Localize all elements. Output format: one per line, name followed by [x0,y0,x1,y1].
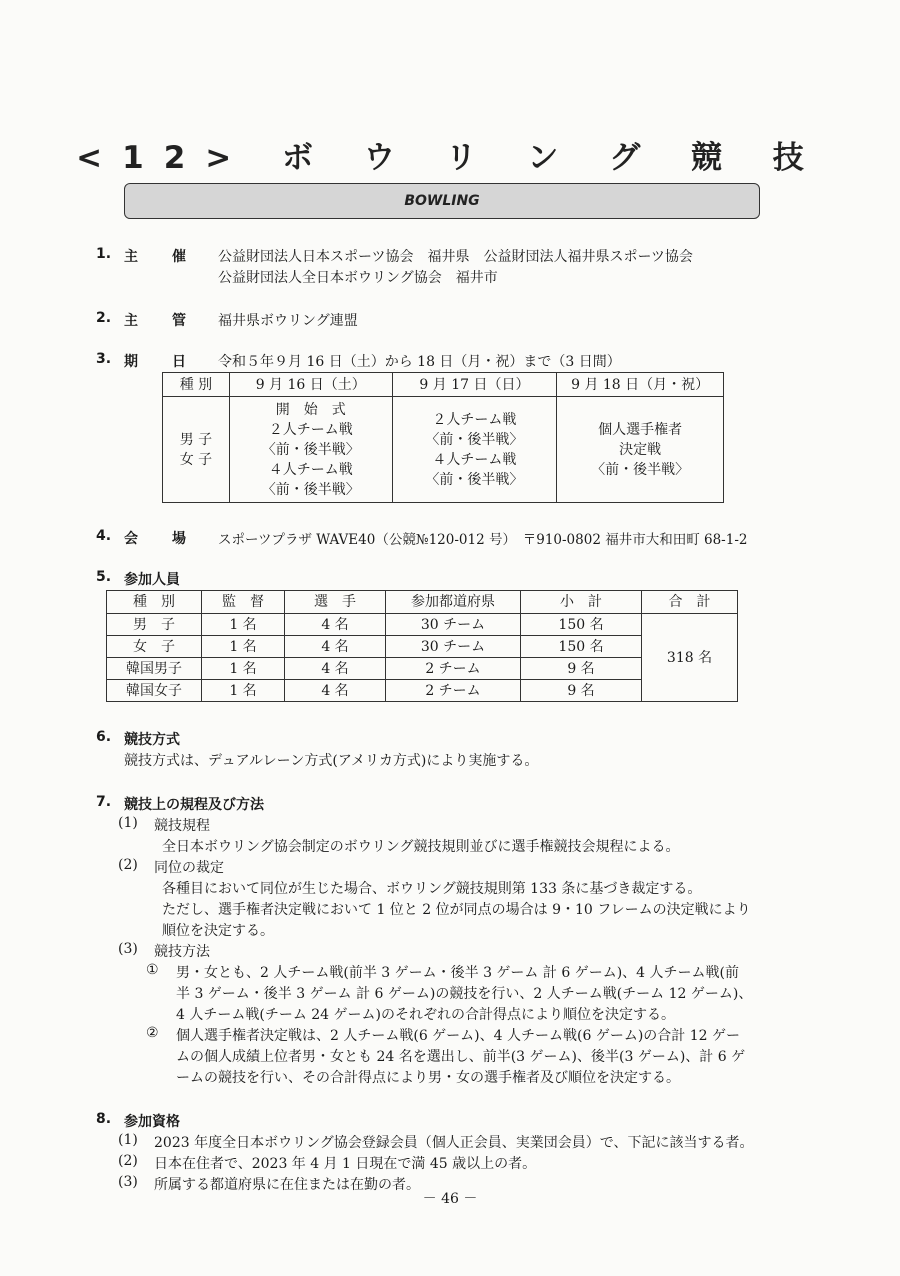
schedule-day1-cell [229,397,392,503]
section-2-text: 福井県ボウリング連盟 [218,313,358,329]
section-7-item-2-line: 順位を決定する。 [162,923,274,939]
table-cell: 1 名 [202,658,285,680]
section-7-number: 7. [96,794,112,810]
schedule-day3-cell [557,397,724,503]
section-4-number: 4. [96,528,112,544]
schedule-header-day3: 9 月 18 日（月・祝） [557,373,724,397]
section-8-item-number: (1) [118,1132,138,1148]
table-cell: 4 名 [285,614,386,636]
section-8-item-number: (2) [118,1153,138,1169]
table-cell: 1 名 [202,680,285,702]
schedule-category-male: 男 子 [179,431,213,448]
table-cell: 9 名 [521,680,642,702]
section-5-label: 参加人員 [124,572,180,588]
section-7-sub-1-line: 半 3 ゲーム・後半 3 ゲーム 計 6 ゲーム)の競技を行い、2 人チーム戦(チーム 12 ゲーム)、 [176,986,753,1002]
schedule-category-cell [163,397,230,503]
section-7-sub-2-line: ムの個人成績上位者男・女とも 24 名を選出し、前半(3 ゲーム)、後半(3 ゲーム)、計 6 ゲ [176,1049,746,1065]
table-cell: 女 子 [107,636,202,658]
schedule-day1-line: 〈前・後半戦〉 [261,481,360,498]
section-2-number: 2. [96,310,112,326]
section-4-label-b: 場 [172,531,186,547]
section-1-label-a: 主 [124,249,138,265]
section-7-item-2-line: ただし、選手権者決定戦において 1 位と 2 位が同点の場合は 9・10 フレームの決定戦により [162,902,751,918]
section-7-item-3-number: (3) [118,941,138,957]
schedule-day2-cell [392,397,557,503]
participants-header: 監 督 [202,591,285,614]
section-4-label-a: 会 [124,531,138,547]
table-cell: 30 チーム [386,636,521,658]
section-7-sub-1-line: 4 人チーム戦(チーム 24 ゲーム)のそれぞれの合計得点により順位を決定する。 [176,1007,675,1023]
table-cell: 9 名 [521,658,642,680]
section-7-item-1-text: 全日本ボウリング協会制定のボウリング競技規則並びに選手権競技会規程による。 [162,839,680,855]
schedule-day1-line: ２人チーム戦 [268,421,353,438]
section-4-label [124,528,186,548]
schedule-day3-line: 〈前・後半戦〉 [591,461,690,478]
section-3-label-b: 日 [172,354,186,370]
page-number: － 46 － [422,1191,478,1207]
participants-header: 参加都道府県 [386,591,521,614]
section-4-text: スポーツプラザ WAVE40（公競№120-012 号） 〒910-0802 福井市大和田町 68-1-2 [218,532,748,548]
table-cell: 韓国女子 [107,680,202,702]
section-1-number: 1. [96,246,112,262]
section-2-label-b: 管 [172,313,186,329]
section-7-label: 競技上の規程及び方法 [124,797,264,813]
section-1-line-1: 公益財団法人日本スポーツ協会 福井県 公益財団法人福井県スポーツ協会 [218,249,693,265]
section-2-label-a: 主 [124,313,138,329]
schedule-day2-line: ２人チーム戦 [432,411,517,428]
table-cell: 2 チーム [386,658,521,680]
schedule-day2-line: 〈前・後半戦〉 [425,471,524,488]
page-title: <12> ボ ウ リ ン グ 競 技 [76,140,824,176]
section-1-line-2: 公益財団法人全日本ボウリング協会 福井市 [218,270,498,286]
section-7-item-3-title: 競技方法 [154,944,210,960]
table-cell: 2 チーム [386,680,521,702]
section-8-item-text: 2023 年度全日本ボウリング協会登録会員（個人正会員、実業団会員）で、下記に該当する者。 [154,1135,754,1151]
section-7-item-1-title: 競技規程 [154,818,210,834]
section-5-number: 5. [96,569,112,585]
section-3-label-a: 期 [124,354,138,370]
table-cell: 韓国男子 [107,658,202,680]
participants-total: 318 名 [642,614,738,702]
schedule-table [162,372,724,503]
section-3-text: 令和５年９月 16 日（土）から 18 日（月・祝）まで（3 日間） [218,354,621,370]
schedule-day1-line: 開 始 式 [275,401,346,418]
schedule-category-female: 女 子 [179,451,213,468]
table-cell: 150 名 [521,636,642,658]
section-3-label [124,351,186,371]
section-1-label [124,246,186,266]
section-7-sub-2-mark: ② [146,1025,159,1041]
section-8-label: 参加資格 [124,1114,180,1130]
table-cell: 30 チーム [386,614,521,636]
section-7-sub-1-line: 男・女とも、2 人チーム戦(前半 3 ゲーム・後半 3 ゲーム 計 6 ゲーム)、4 人チーム戦(前 [176,965,739,981]
section-6-number: 6. [96,729,112,745]
table-cell: 4 名 [285,636,386,658]
schedule-header-row [163,373,724,397]
participants-header: 合 計 [642,591,738,614]
table-cell: 1 名 [202,636,285,658]
participants-header-row [107,591,738,614]
participants-header: 選 手 [285,591,386,614]
section-6-text: 競技方式は、デュアルレーン方式(アメリカ方式)により実施する。 [124,753,539,769]
section-8-number: 8. [96,1111,112,1127]
section-7-sub-1-mark: ① [146,962,159,978]
table-cell: 4 名 [285,680,386,702]
section-3-number: 3. [96,351,112,367]
section-2-label [124,310,186,330]
table-cell: 男 子 [107,614,202,636]
schedule-day2-line: ４人チーム戦 [432,451,517,468]
schedule-day2-line: 〈前・後半戦〉 [425,431,524,448]
schedule-header-day1: 9 月 16 日（土） [229,373,392,397]
section-7-sub-2-line: ームの競技を行い、その合計得点により男・女の選手権者及び順位を決定する。 [176,1070,680,1086]
section-1-label-b: 催 [172,249,186,265]
schedule-header-category: 種 別 [163,373,230,397]
table-cell: 4 名 [285,658,386,680]
schedule-day3-line: 個人選手権者 [598,421,683,438]
schedule-body-row [163,397,724,503]
schedule-header-day2: 9 月 17 日（日） [392,373,557,397]
section-7-item-2-line: 各種目において同位が生じた場合、ボウリング競技規則第 133 条に基づき裁定する。 [162,881,702,897]
section-8-item-number: (3) [118,1174,138,1190]
participants-table [106,590,738,702]
section-7-sub-2-line: 個人選手権者決定戦は、2 人チーム戦(6 ゲーム)、4 人チーム戦(6 ゲーム)の合計 12 ゲー [176,1028,740,1044]
section-6-label: 競技方式 [124,732,180,748]
section-7-item-2-title: 同位の裁定 [154,860,224,876]
table-row [107,614,738,636]
participants-header: 小 計 [521,591,642,614]
subtitle-banner: BOWLING [124,183,760,219]
section-8-item-text: 所属する都道府県に在住または在勤の者。 [154,1177,420,1193]
table-cell: 1 名 [202,614,285,636]
schedule-day1-line: ４人チーム戦 [268,461,353,478]
table-cell: 150 名 [521,614,642,636]
schedule-day3-line: 決定戦 [619,441,662,458]
participants-header: 種 別 [107,591,202,614]
section-7-item-1-number: (1) [118,815,138,831]
section-7-item-2-number: (2) [118,857,138,873]
section-8-item-text: 日本在住者で、2023 年 4 月 1 日現在で満 45 歳以上の者。 [154,1156,537,1172]
schedule-day1-line: 〈前・後半戦〉 [261,441,360,458]
